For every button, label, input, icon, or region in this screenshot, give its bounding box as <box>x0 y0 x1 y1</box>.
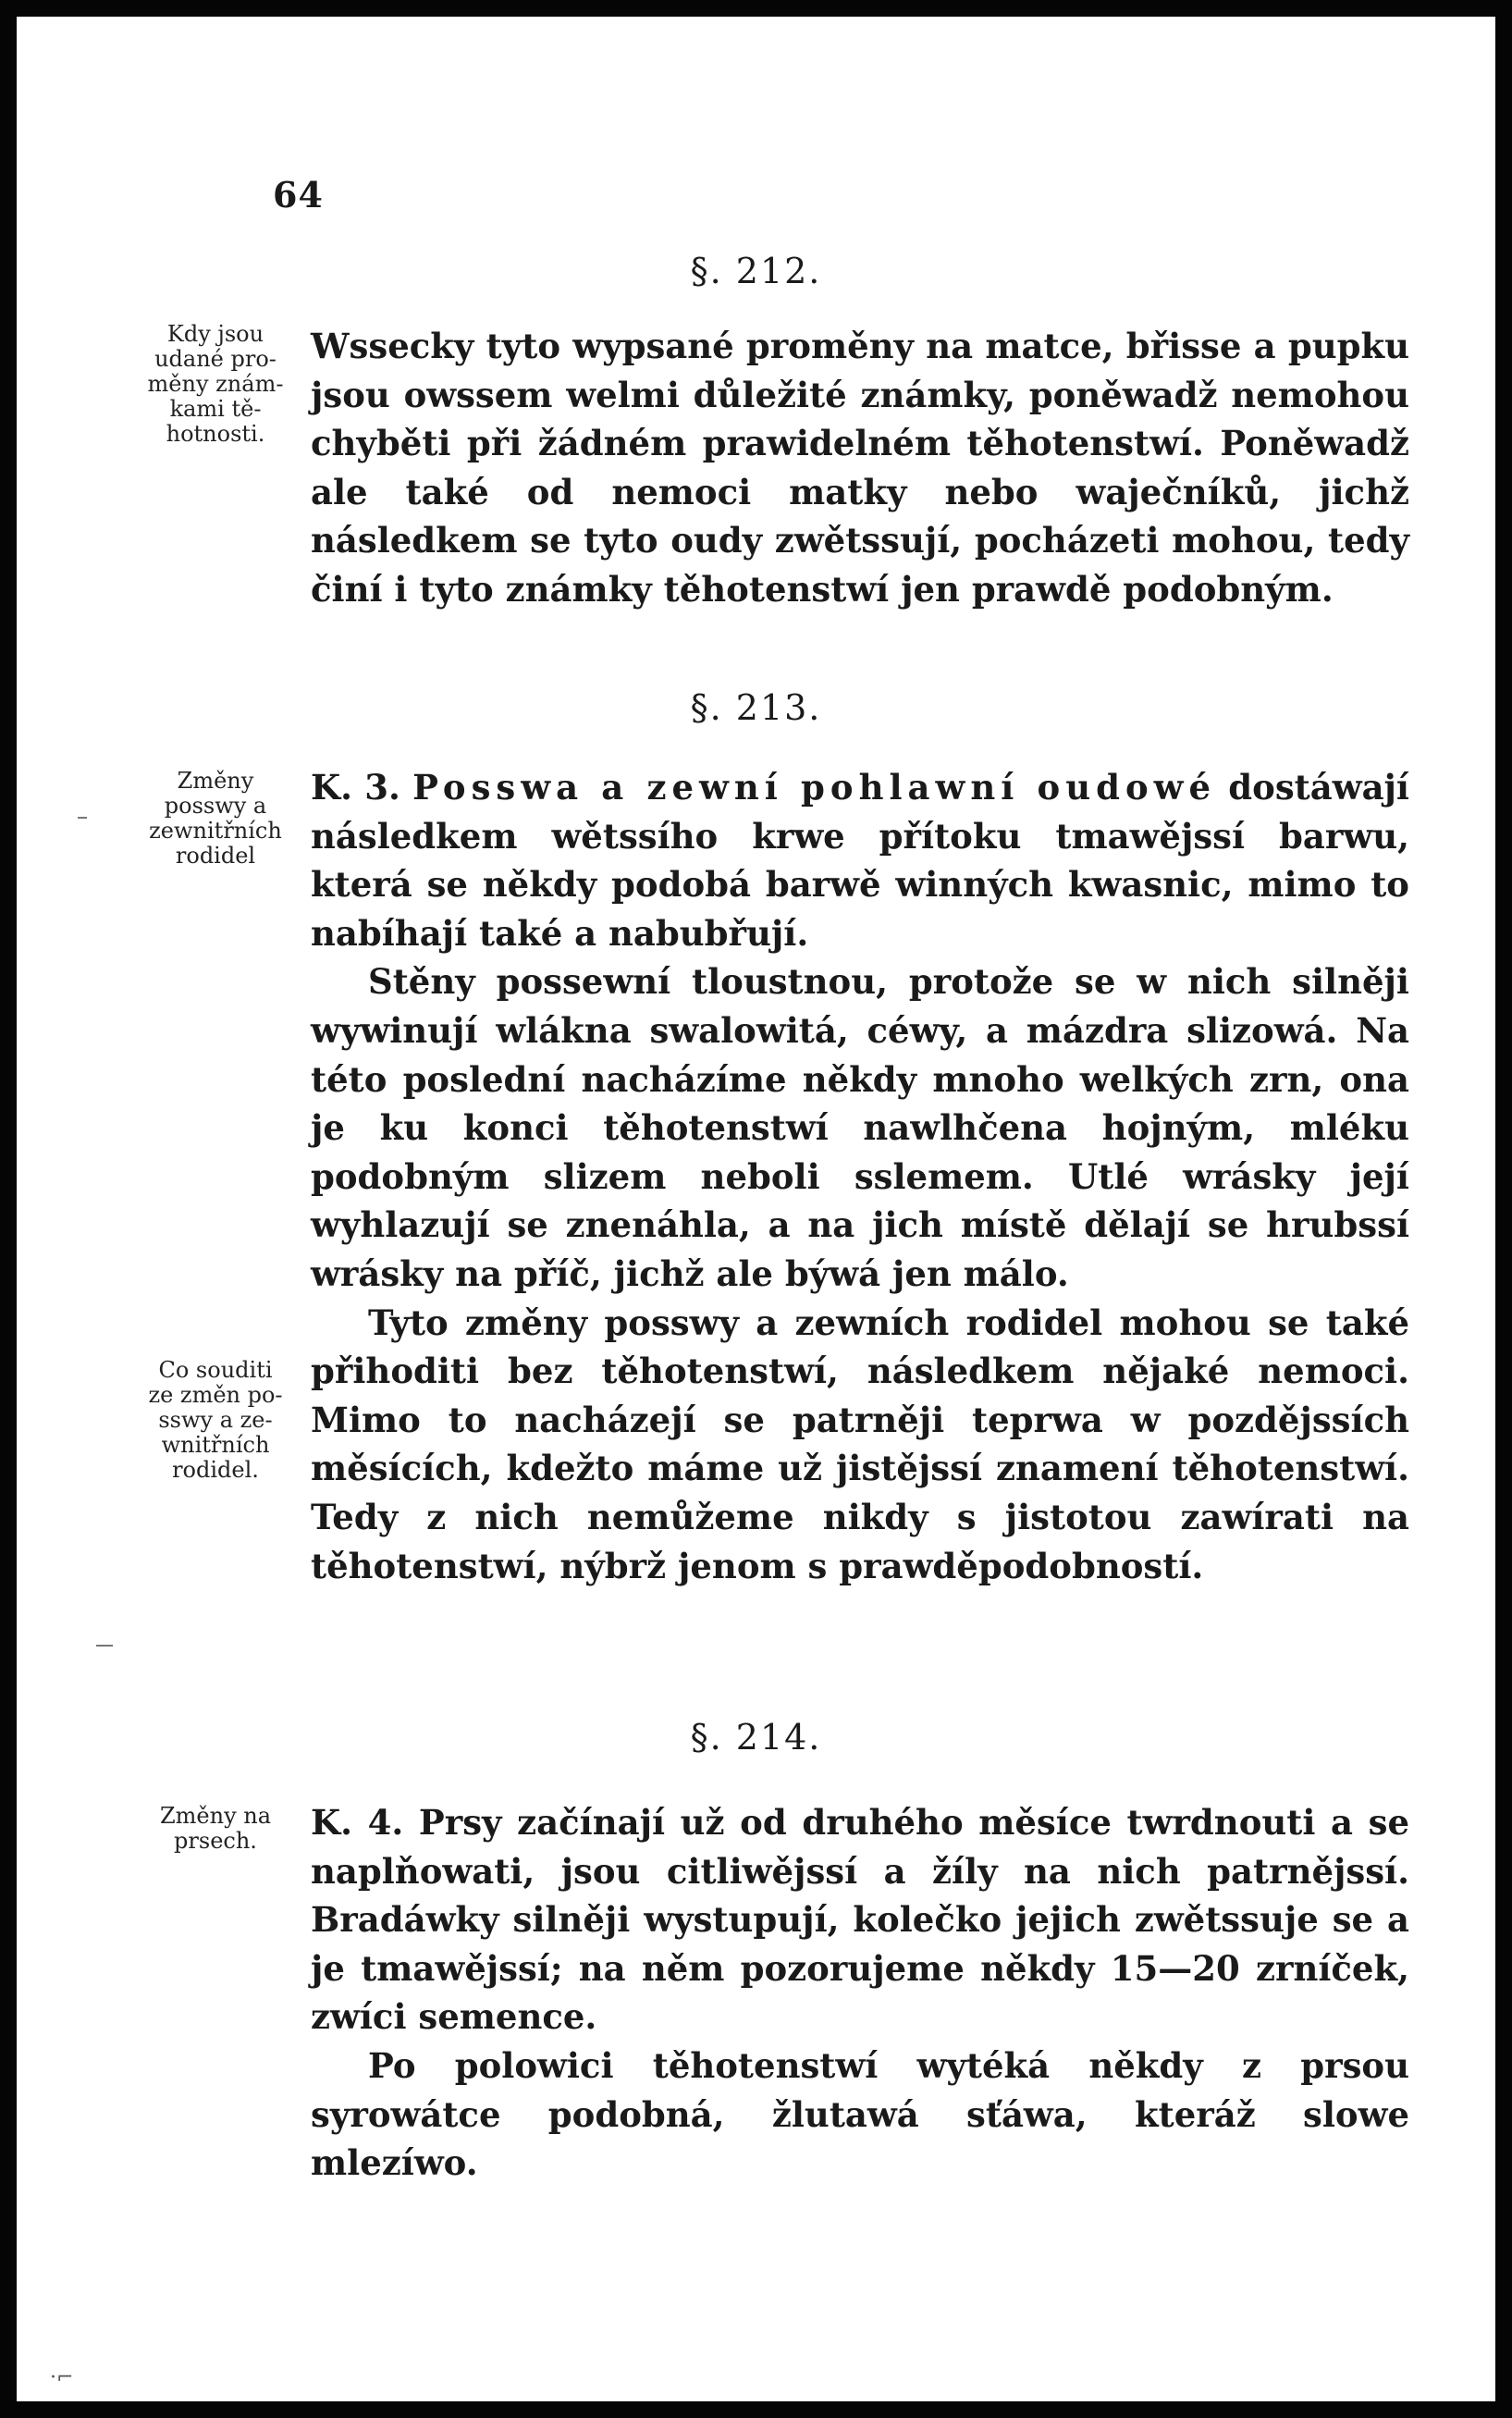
paragraph-text: dostáwají následkem wětssího krwe přítoku tmawějssí barwu, která se někdy podobá barwě winných kwasnic, mimo to nabíhají také a nabubřují. <box>311 767 1409 954</box>
sidenote-line: rodidel. <box>172 1457 259 1483</box>
section-214-body <box>311 1798 1409 2188</box>
document-page <box>17 17 1495 2401</box>
paragraph <box>311 1798 1409 2042</box>
paragraph: Tyto změny posswy a zewních rodidel mohou se také přihoditi bez těhotenstwí, následkem nějaké nemoci. Mimo to nacházejí se patrněji teprwa w pozdějssích měsících, kdežto máme už jistějssí znamení těhotenstwí. Tedy z nich nemůžeme nikdy s jistotou zawírati na těhotenstwí, nýbrž jenom s prawděpodobností. <box>311 1302 1409 1586</box>
paragraph-label: K. 3. <box>311 767 400 808</box>
sidenote-line: posswy a <box>164 793 267 819</box>
sidenote-line: zewnitřních <box>149 818 282 844</box>
paragraph: Stěny possewní tloustnou, protože se w nich silněji wywinují wlákna swalowitá, céwy, a mázdra slizowá. Na této poslední nacházíme někdy mnoho welkých zrn, ona je ku konci těhotenstwí nawlhčena hojným, mléku podobným slizem neboli sslemem. Utlé wrásky její wyhlazují se znenáhla, a na jich místě dělají se hrubssí wrásky na příč, jichž ale býwá jen málo. <box>311 961 1409 1294</box>
corner-mark: ·⌐ <box>50 2366 74 2389</box>
page-number: 64 <box>273 174 324 216</box>
sidenote-line: Změny na <box>159 1803 272 1829</box>
margin-mark <box>78 817 87 819</box>
spaced-emphasis: Posswa a zewní pohlawní oudowé <box>412 767 1217 808</box>
sidenote-line: kami tě- <box>169 396 262 422</box>
sidenote-line: sswy a ze- <box>158 1407 273 1433</box>
paragraph-label: K. 4. <box>311 1802 404 1843</box>
sidenote-line: prsech. <box>174 1828 257 1854</box>
sidenote-line: rodidel <box>175 843 256 869</box>
sidenote-line: hotnosti. <box>166 421 265 447</box>
sidenote-line: Kdy jsou <box>166 321 264 347</box>
sidenote-213 <box>128 769 303 869</box>
sidenote-line: ze změn po- <box>148 1382 283 1408</box>
sidenote-214 <box>128 1804 303 1854</box>
sidenote-line: měny znám- <box>147 371 284 397</box>
section-heading-213: §. 213. <box>690 687 822 728</box>
section-heading-214: §. 214. <box>690 1717 822 1758</box>
paragraph <box>311 763 1409 957</box>
sidenote-line: Změny <box>177 768 254 794</box>
section-heading-212: §. 212. <box>690 251 822 291</box>
section-212-body <box>311 322 1409 614</box>
section-213-body <box>311 763 1409 1590</box>
sidenote-212 <box>128 322 303 447</box>
margin-mark <box>96 1645 113 1647</box>
paragraph-text: Prsy začínají už od druhého měsíce twrdnouti a se naplňowati, jsou citliwějssí a žíly na nich patrnějssí. Bradáwky silněji wystupují, kolečko jejich zwětssuje se a je tmawějssí; na něm pozorujeme někdy 15—20 zrníček, zwíci semence. <box>311 1802 1410 2038</box>
paragraph: Po polowici těhotenstwí wytéká někdy z prsou syrowátce podobná, žlutawá sťáwa, kteráž slowe mlezíwo. <box>311 2044 1409 2184</box>
sidenote-line: wnitřních <box>161 1432 270 1458</box>
sidenote-213-conclusion <box>128 1358 303 1483</box>
sidenote-line: Co souditi <box>158 1357 273 1383</box>
sidenote-line: udané pro- <box>154 346 277 372</box>
paragraph: Wssecky tyto wypsané proměny na matce, břisse a pupku jsou owssem welmi důležité známky, poněwadž nemohou chyběti při žádném prawidelném těhotenstwí. Poněwadž ale také od nemoci matky nebo waječníků, jichž následkem se tyto oudy zwětssují, pocházeti mohou, tedy činí i tyto známky těhotenstwí jen prawdě podobným. <box>311 326 1409 610</box>
